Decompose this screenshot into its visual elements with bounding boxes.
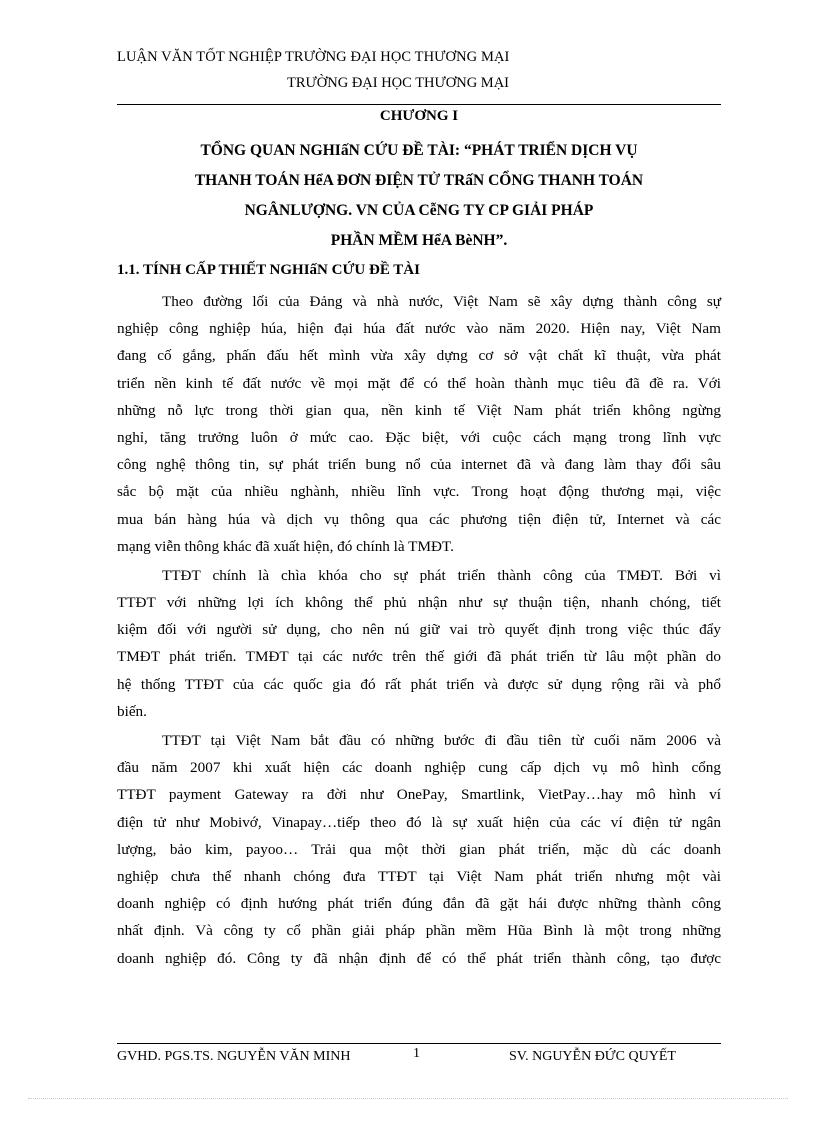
title-line: THANH TOÁN HểA ĐƠN ĐIỆN TỬ TRấN CỔNG THANH TOÁN <box>194 172 644 189</box>
chapter-heading: CHƯƠNG I <box>379 108 459 124</box>
title-line: TỔNG QUAN NGHIấN CỨU ĐỀ TÀI: “PHÁT TRIỂN DỊCH VỤ <box>200 142 638 159</box>
text-line: nghỉ, tăng trưởng luôn ở mức cao. Đặc biệt, với cuộc cách mạng trong lĩnh vực <box>117 428 721 446</box>
text-line: mạng viễn thông khác đã xuất hiện, đó chính là TMĐT. <box>117 537 454 555</box>
paragraph <box>117 288 721 560</box>
thesis-title <box>117 136 721 256</box>
running-header-line-1: LUẬN VĂN TỐT NGHIỆP TRƯỜNG ĐẠI HỌC THƯƠNG MẠI <box>117 49 510 65</box>
text-line: TTĐT payment Gateway ra đời như OnePay, Smartlink, VietPay…hay mô hình ví <box>117 786 721 804</box>
advisor-name: GVHD. PGS.TS. NGUYỄN VĂN MINH <box>117 1049 351 1064</box>
text-line: công nghệ thông tin, sự phát triển bung nổ của internet đã và đang làm thay đổi sâu <box>117 456 721 474</box>
text-line: TTĐT tại Việt Nam bắt đầu có những bước đi đầu tiên từ cuối năm 2006 và <box>162 732 721 749</box>
title-line: NGÂNLƯỢNG. VN CỦA CễNG TY CP GIẢI PHÁP <box>244 202 594 219</box>
body-text <box>117 288 721 974</box>
header-rule <box>117 104 721 105</box>
page-number: 1 <box>413 1046 420 1061</box>
student-name: SV. NGUYỄN ĐỨC QUYẾT <box>509 1049 676 1064</box>
text-line: kiệm đối với người sử dụng, cho nên nú giữ vai trò quyết định trong việc thúc đẩy <box>117 621 721 639</box>
section-heading: 1.1. TÍNH CẤP THIẾT NGHIấN CỨU ĐỀ TÀI <box>117 262 420 278</box>
text-line: đầu năm 2007 khi xuất hiện các doanh nghiệp cung cấp dịch vụ mô hình cổng <box>117 759 721 777</box>
footer-rule <box>117 1043 721 1044</box>
text-line: nghiệp công nghiệp húa, hiện đại húa đất nước vào năm 2020. Hiện nay, Việt Nam <box>117 320 721 338</box>
text-line: doanh nghiệp có định hướng phát triển đúng đắn đã gặt hái được những thành công <box>117 895 721 913</box>
text-line: điện tử như Mobivớ, Vinapay…tiếp theo đó là sự xuất hiện của các ví điện tử ngân <box>117 813 721 831</box>
text-line: sắc bộ mặt của nhiều nghành, nhiều lĩnh vực. Trong hoạt động thương mại, việc <box>117 483 721 501</box>
text-line: lượng, bảo kim, payoo… Trải qua một thời gian phát triển, mặc dù các doanh <box>117 840 721 858</box>
text-line: triển nền kinh tế đất nước về mọi mặt để có thể hoàn thành mục tiêu đã đề ra. Với <box>117 374 721 392</box>
text-line: mua bán hàng húa và dịch vụ thông qua các phương tiện điện tử, Internet và các <box>117 510 721 528</box>
text-line: TTĐT chính là chìa khóa cho sự phát triển thành công của TMĐT. Bởi vì <box>162 566 721 584</box>
page-edge-divider <box>28 1098 788 1099</box>
text-line: doanh nghiệp đó. Công ty đã nhận định để có thể phát triển thành công, tạo được <box>117 949 721 967</box>
text-line: hệ thống TTĐT của các quốc gia đó rất phát triển và được sử dụng rộng rãi và phổ <box>117 675 721 693</box>
title-line: PHẦN MỀM HểA BèNH”. <box>330 232 508 249</box>
text-line: đang cố gắng, phấn đấu hết mình vừa xây dựng cơ sở vật chất kĩ thuật, vừa phát <box>117 347 721 365</box>
text-line: nghiệp chưa thể nhanh chóng đưa TTĐT tại Việt Nam phát triển nhưng một vài <box>117 867 721 885</box>
paragraph <box>117 727 721 972</box>
text-line: TTĐT với những lợi ích không thể phủ nhận như sự thuận tiện, nhanh chóng, tiết <box>117 594 721 612</box>
text-line: biến. <box>117 702 147 720</box>
text-line: Theo đường lối của Đảng và nhà nước, Việt Nam sẽ xây dựng thành công sự <box>162 293 721 310</box>
text-line: những nỗ lực trong thời gian qua, nền kinh tế Việt Nam phát triển không ngừng <box>117 401 721 419</box>
paragraph <box>117 562 721 725</box>
text-line: nhất định. Và công ty cổ phần giải pháp phần mềm Hũa Bình là một trong những <box>117 922 721 940</box>
text-line: TMĐT phát triển. TMĐT tại các nước trên thế giới đã phát triển từ lâu một phần do <box>117 648 721 666</box>
running-header-line-2: TRƯỜNG ĐẠI HỌC THƯƠNG MẠI <box>287 75 510 91</box>
